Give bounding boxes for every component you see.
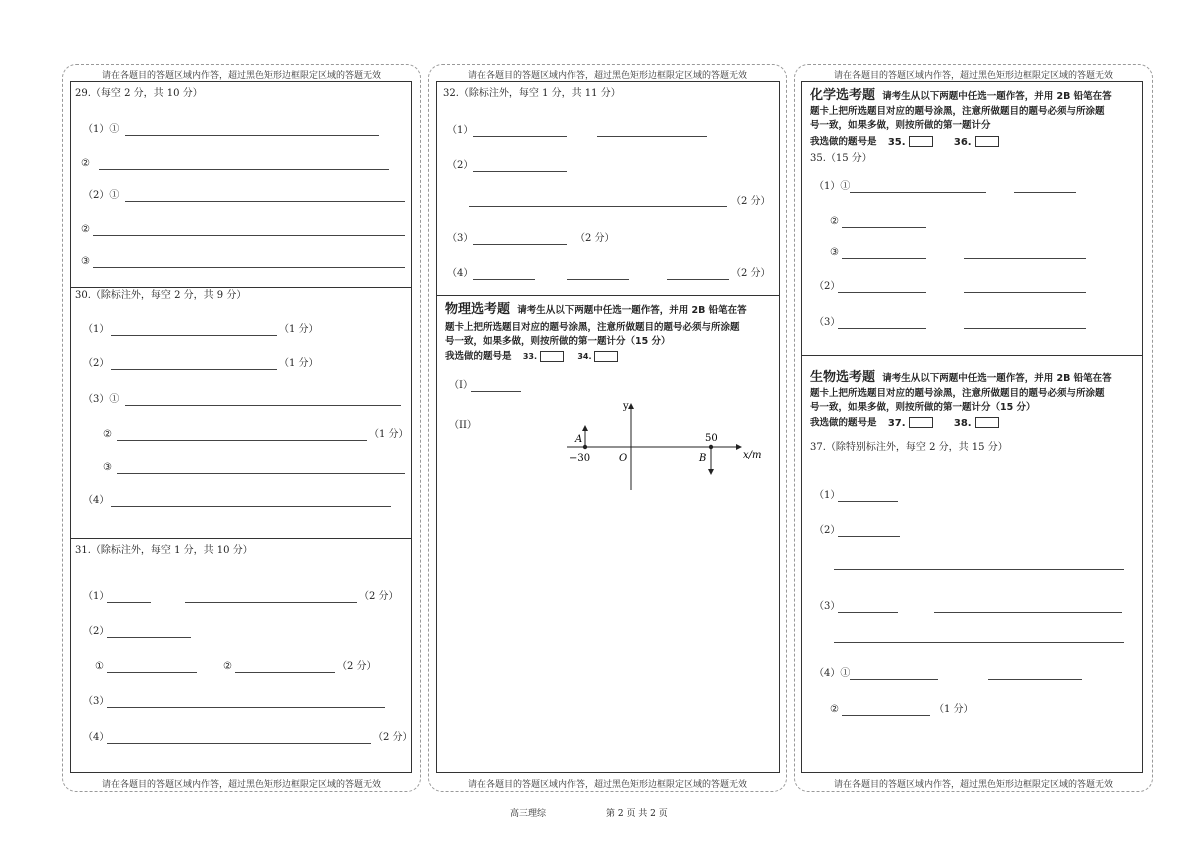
biology-elective (802, 356, 1142, 774)
answer-line[interactable] (111, 335, 277, 336)
answer-line[interactable] (838, 501, 898, 502)
answer-line[interactable] (834, 642, 1124, 643)
choose-label: 我选做的题号是 (445, 351, 512, 362)
wave-graph (565, 400, 775, 492)
answer-line[interactable] (125, 405, 401, 406)
label: （1）① (83, 124, 120, 135)
answer-line[interactable] (842, 715, 930, 716)
bottom-notice: 请在各题目的答题区域内作答，超过黑色矩形边框限定区域的答题无效 (467, 780, 747, 790)
top-notice: 请在各题目的答题区域内作答，超过黑色矩形边框限定区域的答题无效 (833, 71, 1113, 81)
label: （2） (814, 281, 841, 292)
footer-subject: 高三理综 (510, 809, 547, 819)
score: （2 分） (575, 233, 615, 244)
question-title: 31.（除标注外，每空 1 分，共 10 分） (75, 545, 253, 556)
score: （1 分） (934, 704, 974, 715)
label-b: B (699, 453, 707, 464)
answer-line[interactable] (597, 136, 707, 137)
answer-line[interactable] (842, 258, 926, 259)
column-3 (794, 64, 1153, 792)
label: （2）① (83, 190, 120, 201)
label-a: A (575, 434, 583, 445)
score: （2 分） (731, 268, 771, 279)
label: （2） (447, 160, 474, 171)
chemistry-instructions (810, 90, 1112, 103)
answer-line[interactable] (107, 707, 385, 708)
chemistry-heading: 化学选考题 (810, 88, 876, 103)
label: （4） (83, 732, 110, 743)
physics-elective (437, 296, 779, 774)
score: （1 分） (279, 324, 319, 335)
question-30 (71, 288, 411, 539)
label: （1） (83, 591, 110, 602)
instruction-text: 号一致，如果多做，则按所做的第一题计分（15 分） (445, 336, 671, 347)
label: ① (95, 661, 104, 672)
answer-line[interactable] (469, 206, 727, 207)
answer-line[interactable] (1014, 192, 1076, 193)
label: ③ (103, 462, 112, 473)
answer-area-1 (70, 81, 412, 773)
option-38[interactable]: 38. (954, 418, 999, 429)
answer-line[interactable] (107, 672, 197, 673)
label: ② (81, 158, 90, 169)
instruction-text: 请考生从以下两题中任选一题作答，并用 2B 铅笔在答 (882, 91, 1112, 102)
y-axis-label: y (623, 401, 629, 412)
tick-pos: 50 (705, 433, 718, 444)
answer-line[interactable] (185, 602, 357, 603)
label: （2） (814, 525, 841, 536)
score: （2 分） (373, 732, 413, 743)
answer-line[interactable] (107, 602, 151, 603)
answer-line[interactable] (834, 569, 1124, 570)
answer-line[interactable] (473, 171, 567, 172)
label: （4） (83, 495, 110, 506)
answer-area-3 (801, 81, 1143, 773)
label: ③ (81, 256, 90, 267)
instruction-text: 题卡上把所选题目对应的题号涂黑，注意所做题目的题号必须与所涂题 (445, 322, 740, 333)
answer-line[interactable] (117, 440, 367, 441)
answer-line[interactable] (235, 672, 335, 673)
answer-line[interactable] (473, 244, 567, 245)
answer-line[interactable] (107, 743, 371, 744)
top-notice: 请在各题目的答题区域内作答，超过黑色矩形边框限定区域的答题无效 (467, 71, 747, 81)
answer-line[interactable] (842, 227, 926, 228)
answer-line[interactable] (964, 328, 1086, 329)
answer-line[interactable] (125, 201, 405, 202)
top-notice: 请在各题目的答题区域内作答，超过黑色矩形边框限定区域的答题无效 (101, 71, 381, 81)
score-label: 35.（15 分） (810, 153, 872, 164)
answer-line[interactable] (667, 279, 729, 280)
choice-row (445, 351, 618, 363)
answer-line[interactable] (471, 391, 521, 392)
choose-label: 我选做的题号是 (810, 136, 877, 148)
answer-line[interactable] (93, 235, 405, 236)
answer-line[interactable] (838, 292, 926, 293)
question-29 (71, 82, 411, 288)
question-title: 30.（除标注外，每空 2 分，共 9 分） (75, 290, 247, 301)
answer-line[interactable] (473, 279, 535, 280)
label: （2） (83, 358, 110, 369)
label: （3） (814, 317, 841, 328)
answer-line[interactable] (107, 637, 191, 638)
label: （1）① (814, 181, 851, 192)
answer-line[interactable] (838, 612, 898, 613)
choice-row (810, 417, 999, 430)
answer-line[interactable] (93, 267, 405, 268)
label: （I） (449, 380, 473, 391)
answer-line[interactable] (567, 279, 629, 280)
answer-line[interactable] (111, 369, 277, 370)
label: ② (103, 429, 112, 440)
footer-page: 第 2 页 共 2 页 (606, 809, 668, 819)
answer-line[interactable] (473, 136, 567, 137)
label: （3） (83, 696, 110, 707)
score: （2 分） (359, 591, 399, 602)
answer-line[interactable] (964, 258, 1086, 259)
instruction-text: 号一致，如果多做，则按所做的第一题计分 (810, 120, 991, 131)
label: ② (223, 661, 232, 672)
label: （3） (814, 601, 841, 612)
label: （4） (447, 268, 474, 279)
label: （1） (447, 125, 474, 136)
label: （3）① (83, 394, 120, 405)
tick-neg: −30 (569, 453, 591, 464)
choose-label: 我选做的题号是 (810, 417, 877, 429)
bottom-notice: 请在各题目的答题区域内作答，超过黑色矩形边框限定区域的答题无效 (101, 780, 381, 790)
label-o: O (619, 453, 628, 464)
label: （2） (83, 626, 110, 637)
instruction-text: 题卡上把所选题目对应的题号涂黑，注意所做题目的题号必须与所涂题 (810, 388, 1105, 399)
option-33[interactable]: 33. (523, 352, 564, 361)
answer-line[interactable] (117, 473, 405, 474)
answer-line[interactable] (988, 679, 1082, 680)
label: ② (830, 704, 839, 715)
question-title: 37.（除特别标注外，每空 2 分，共 15 分） (810, 442, 1008, 453)
label: （4）① (814, 668, 851, 679)
instruction-text: 题卡上把所选题目对应的题号涂黑，注意所做题目的题号必须与所涂题 (810, 106, 1105, 117)
question-title: 32.（除标注外，每空 1 分，共 11 分） (443, 88, 621, 99)
chemistry-elective (802, 82, 1142, 356)
answer-line[interactable] (934, 612, 1122, 613)
score: （1 分） (279, 358, 319, 369)
physics-instructions (445, 304, 747, 317)
column-2 (428, 64, 787, 792)
label: （1） (83, 324, 110, 335)
x-axis-label: x/m (743, 450, 762, 461)
answer-area-2 (436, 81, 780, 773)
answer-line[interactable] (850, 679, 938, 680)
label: （II） (449, 420, 477, 431)
score: （2 分） (337, 661, 377, 672)
answer-line[interactable] (111, 506, 391, 507)
bottom-notice: 请在各题目的答题区域内作答，超过黑色矩形边框限定区域的答题无效 (833, 780, 1113, 790)
answer-line[interactable] (964, 292, 1086, 293)
question-31 (71, 539, 411, 774)
answer-line[interactable] (125, 135, 379, 136)
label: ② (830, 216, 839, 227)
instruction-text: 请考生从以下两题中任选一题作答，并用 2B 铅笔在答 (517, 305, 747, 316)
column-1 (62, 64, 421, 792)
label: （3） (447, 233, 474, 244)
biology-instructions (810, 372, 1112, 385)
answer-line[interactable] (838, 328, 926, 329)
score: （1 分） (369, 429, 409, 440)
question-32 (437, 82, 779, 296)
label: （1） (814, 490, 841, 501)
instruction-text: 号一致，如果多做，则按所做的第一题计分（15 分） (810, 402, 1036, 413)
score: （2 分） (731, 196, 771, 207)
biology-heading: 生物选考题 (810, 370, 876, 385)
answer-line[interactable] (99, 169, 389, 170)
physics-heading: 物理选考题 (445, 302, 511, 317)
question-title: 29.（每空 2 分，共 10 分） (75, 88, 203, 99)
option-37[interactable]: 37. (888, 418, 933, 429)
option-36[interactable]: 36. (954, 137, 999, 148)
option-35[interactable]: 35. (888, 137, 933, 148)
answer-line[interactable] (838, 536, 900, 537)
instruction-text: 请考生从以下两题中任选一题作答，并用 2B 铅笔在答 (882, 373, 1112, 384)
option-34[interactable]: 34. (577, 352, 618, 361)
label: ② (81, 224, 90, 235)
choice-row (810, 136, 999, 149)
answer-line[interactable] (850, 192, 986, 193)
label: ③ (830, 247, 839, 258)
